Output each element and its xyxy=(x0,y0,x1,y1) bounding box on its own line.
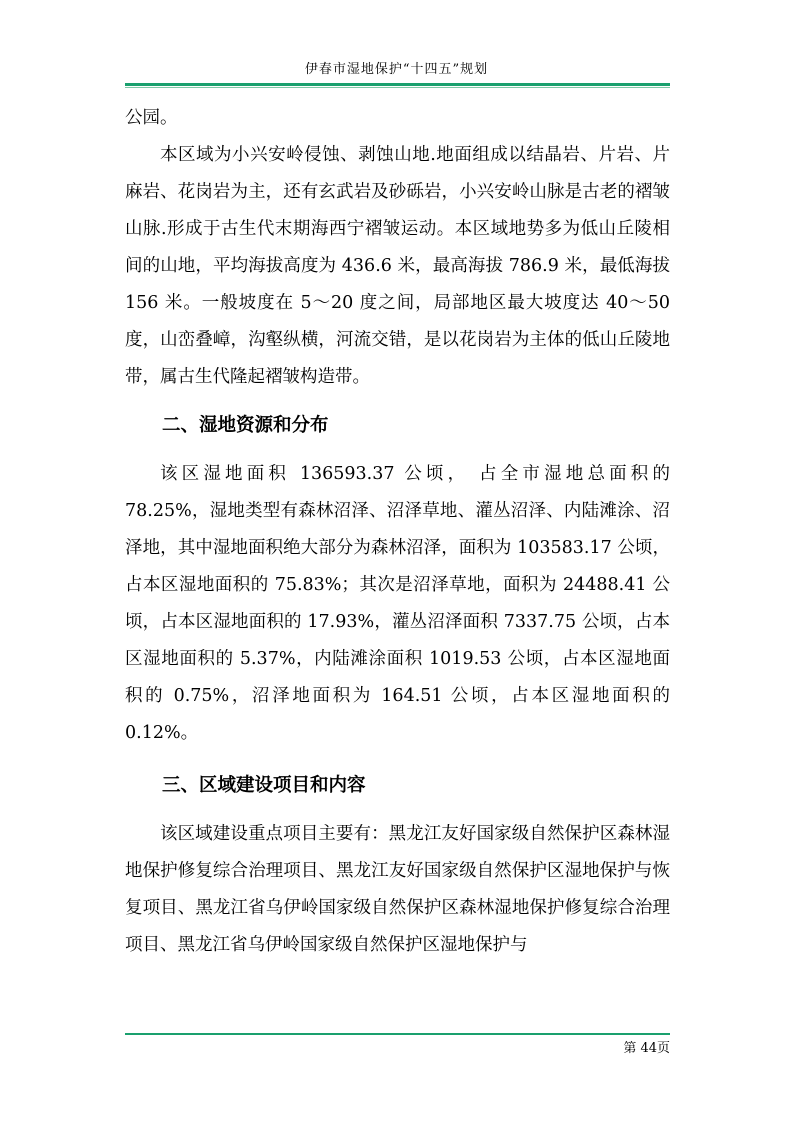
paragraph-projects: 该区域建设重点项目主要有：黑龙江友好国家级自然保护区森林湿地保护修复综合治理项目、黑龙江友好国家级自然保护区湿地保护与恢复项目、黑龙江省乌伊岭国家级自然保护区森林湿地保护修复综合治理项目、黑龙江省乌伊岭国家级自然保护区湿地保护与 xyxy=(125,824,670,955)
section-heading-wetland-resources: 二、湿地资源和分布 xyxy=(162,415,329,436)
header-rule xyxy=(125,83,670,86)
page-body xyxy=(125,100,670,964)
paragraph-geology: 本区域为小兴安岭侵蚀、剥蚀山地.地面组成以结晶岩、片岩、片麻岩、花岗岩为主，还有玄武岩及砂砾岩，小兴安岭山脉是古老的褶皱山脉.形成于古生代末期海西宁褶皱运动。本区域地势多为低山丘陵相间的山地，平均海拔高度为 436.6 米，最高海拔 786.9 米，最低海拔 156 米。一般坡度在 5～20 度之间，局部地区最大坡度达 40～50 度，山峦叠嶂，沟壑纵横，河流交错，是以花岗岩为主体的低山丘陵地带，属古生代隆起褶皱构造带。 xyxy=(125,145,670,387)
page-number: 第 44页 xyxy=(623,1041,670,1056)
section-heading-projects: 三、区域建设项目和内容 xyxy=(162,775,366,796)
header-rule-thin xyxy=(125,87,670,88)
paragraph-wetland-area: 该区湿地面积 136593.37 公顷， 占全市湿地总面积的 78.25%，湿地类型有森林沼泽、沼泽草地、灌丛沼泽、内陆滩涂、沼泽地，其中湿地面积绝大部分为森林沼泽，面积为 103583.17 公顷，占本区湿地面积的 75.83%；其次是沼泽草地，面积为 24488.41 公顷，占本区湿地面积的 17.93%，灌丛沼泽面积 7337.75 公顷，占本区湿地面积的 5.37%，内陆滩涂面积 1019.53 公顷，占本区湿地面积的 0.75%，沼泽地面积为 164.51 公顷，占本区湿地面积的 0.12%。 xyxy=(125,464,670,743)
running-header-title: 伊春市湿地保护“十四五”规划 xyxy=(304,62,489,77)
paragraph-continuation: 公园。 xyxy=(125,108,178,128)
footer-rule xyxy=(125,1033,670,1035)
